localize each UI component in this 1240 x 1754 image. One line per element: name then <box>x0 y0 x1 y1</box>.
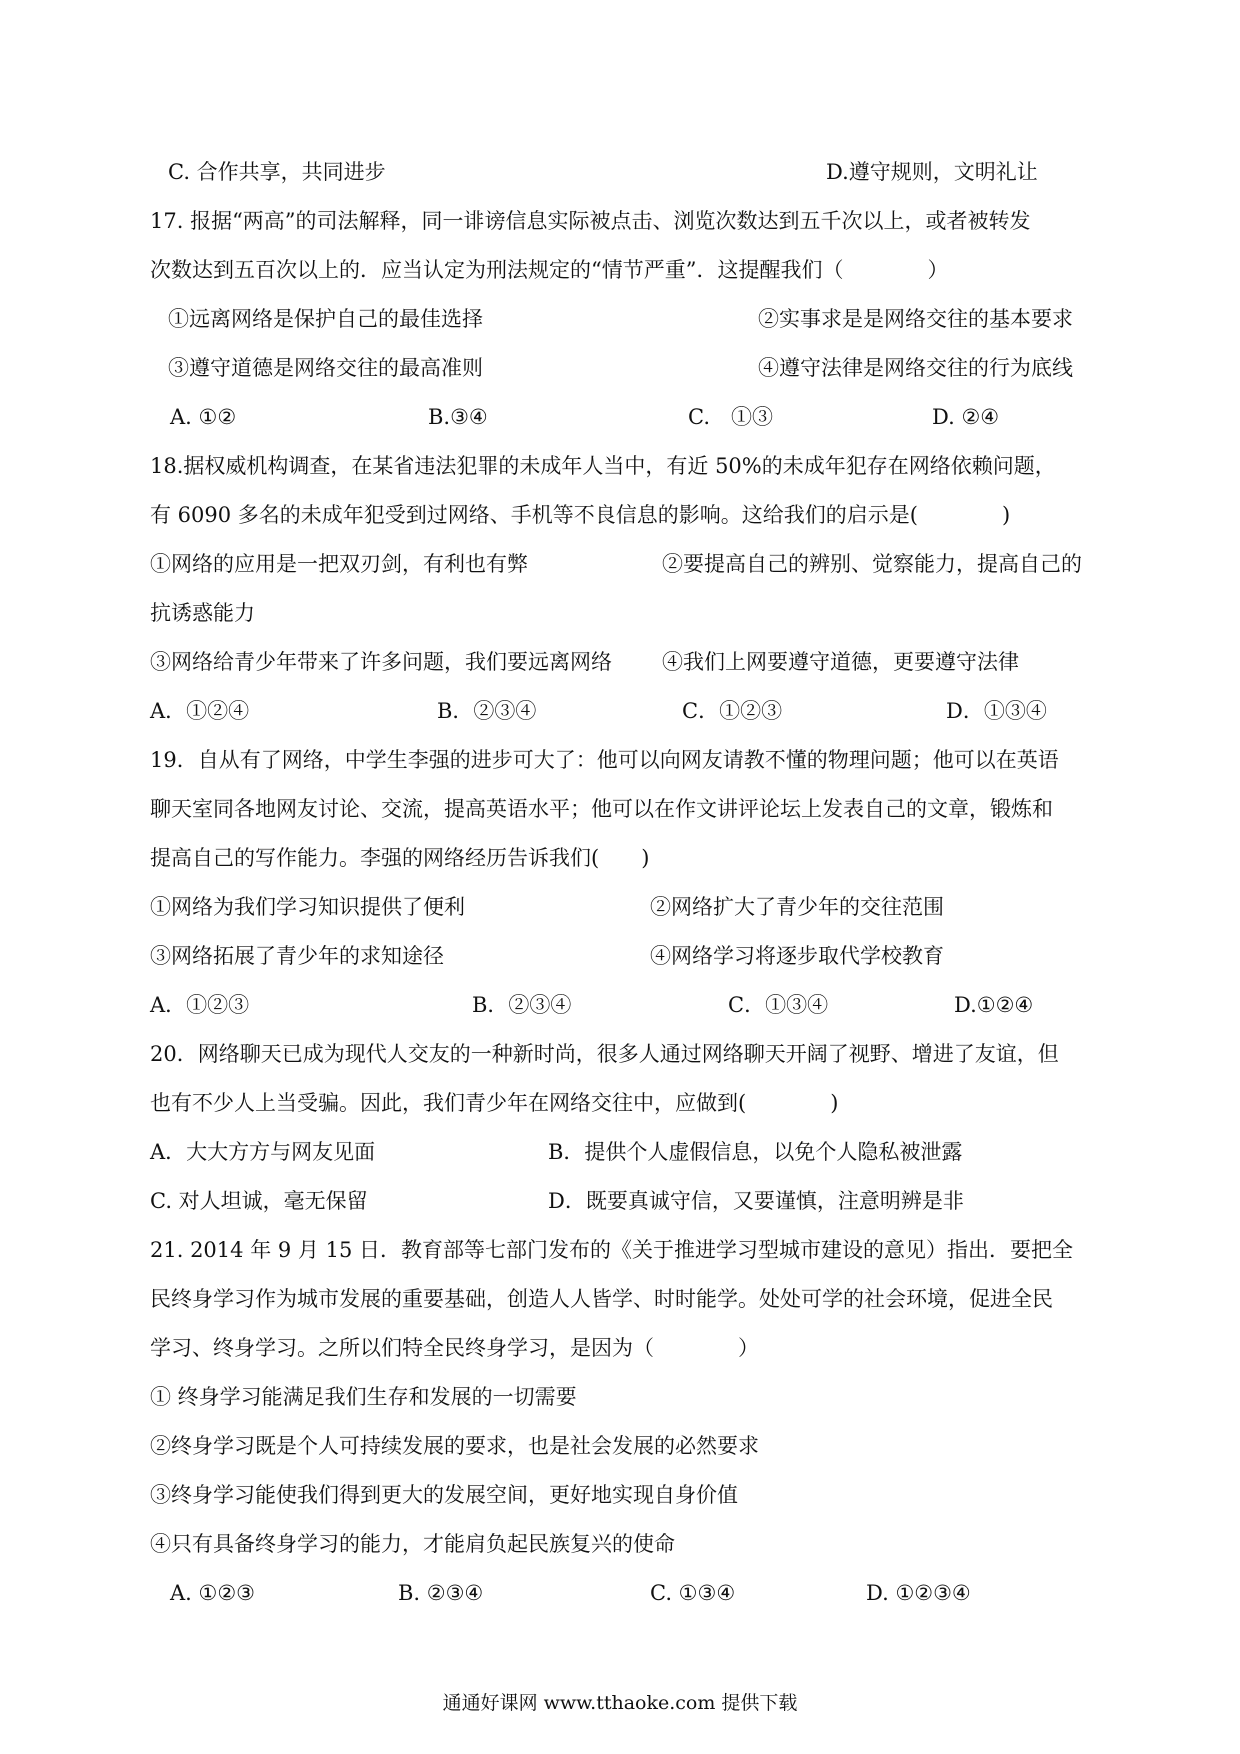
q18-statement-4: ④我们上网要遵守道德，更要遵守法律 <box>662 650 1019 674</box>
q21-statement-1: ① 终身学习能满足我们生存和发展的一切需要 <box>150 1385 577 1409</box>
q17-stem-line-1: 17. 报据“两高”的司法解释，同一诽谤信息实际被点击、浏览次数达到五千次以上，或者被转发 <box>150 209 1031 233</box>
q20-option-d: D．既要真诚守信，又要谨慎，注意明辨是非 <box>548 1189 964 1213</box>
q18-stem-line-1: 18.据权威机构调查，在某省违法犯罪的未成年人当中，有近 50%的未成年犯存在网络依赖问题， <box>150 454 1056 478</box>
q17-statement-1: ①远离网络是保护自己的最佳选择 <box>168 307 483 331</box>
q19-option-c: C．①③④ <box>728 993 829 1017</box>
prev-option-d: D.遵守规则，文明礼让 <box>826 160 1038 184</box>
q19-stem-line-1: 19．自从有了网络，中学生李强的进步可大了：他可以向网友请教不懂的物理问题；他可以在英语 <box>150 748 1059 772</box>
prev-option-c: C. 合作共享，共同进步 <box>168 160 386 184</box>
q19-statement-3: ③网络拓展了青少年的求知途径 <box>150 944 444 968</box>
q17-option-d: D. ②④ <box>932 405 1000 429</box>
q17-statement-3: ③遵守道德是网络交往的最高准则 <box>168 356 483 380</box>
q20-option-b: B．提供个人虚假信息，以免个人隐私被泄露 <box>548 1140 963 1164</box>
q19-statement-1: ①网络为我们学习知识提供了便利 <box>150 895 465 919</box>
q17-statement-4: ④遵守法律是网络交往的行为底线 <box>758 356 1073 380</box>
q19-stem-line-3: 提高自己的写作能力。李强的网络经历告诉我们( ) <box>150 846 650 870</box>
q21-option-d: D. ①②③④ <box>866 1581 971 1605</box>
q21-stem-line-1: 21. 2014 年 9 月 15 日．教育部等七部门发布的《关于推进学习型城市建设的意见）指出．要把全 <box>150 1238 1073 1262</box>
q21-statement-4: ④只有具备终身学习的能力，才能肩负起民族复兴的使命 <box>150 1532 675 1556</box>
q18-option-b: B．②③④ <box>437 699 537 723</box>
q20-stem-line-2: 也有不少人上当受骗。因此，我们青少年在网络交往中，应做到( ) <box>150 1091 839 1115</box>
q18-option-a: A．①②④ <box>150 699 250 723</box>
q21-stem-line-3: 学习、终身学习。之所以们特全民终身学习，是因为（ ） <box>150 1336 759 1360</box>
q17-option-b: B.③④ <box>428 405 488 429</box>
q19-option-b: B．②③④ <box>472 993 572 1017</box>
q19-option-d: D.①②④ <box>954 993 1034 1017</box>
q18-statement-2-continued: 抗诱惑能力 <box>150 601 255 625</box>
q21-option-c: C. ①③④ <box>650 1581 736 1605</box>
q19-statement-4: ④网络学习将逐步取代学校教育 <box>650 944 944 968</box>
q17-stem-line-2: 次数达到五百次以上的．应当认定为刑法规定的“情节严重”．这提醒我们（ ） <box>150 258 949 282</box>
q17-option-c: C. ①③ <box>688 405 773 429</box>
q19-option-a: A．①②③ <box>150 993 250 1017</box>
q21-stem-line-2: 民终身学习作为城市发展的重要基础，创造人人皆学、时时能学。处处可学的社会环境，促进全民 <box>150 1287 1053 1311</box>
q18-statement-3: ③网络给青少年带来了许多问题，我们要远离网络 <box>150 650 612 674</box>
q18-statement-2: ②要提高自己的辨别、觉察能力，提高自己的 <box>662 552 1082 576</box>
page-footer: 通通好课网 www.tthaoke.com 提供下载 <box>442 1692 798 1714</box>
q18-stem-line-2: 有 6090 多名的未成年犯受到过网络、手机等不良信息的影响。这给我们的启示是( ) <box>150 503 1011 527</box>
q20-option-a: A．大大方方与网友见面 <box>150 1140 376 1164</box>
q19-statement-2: ②网络扩大了青少年的交往范围 <box>650 895 944 919</box>
q20-option-c: C. 对人坦诚，毫无保留 <box>150 1189 368 1213</box>
q21-option-b: B. ②③④ <box>398 1581 484 1605</box>
q18-option-d: D．①③④ <box>946 699 1047 723</box>
q21-statement-3: ③终身学习能使我们得到更大的发展空间，更好地实现自身价值 <box>150 1483 738 1507</box>
q17-option-a: A. ①② <box>170 405 237 429</box>
q21-option-a: A. ①②③ <box>170 1581 255 1605</box>
q20-stem-line-1: 20．网络聊天已成为现代人交友的一种新时尚，很多人通过网络聊天开阔了视野、增进了友谊，但 <box>150 1042 1059 1066</box>
q17-statement-2: ②实事求是是网络交往的基本要求 <box>758 307 1073 331</box>
q18-option-c: C．①②③ <box>682 699 783 723</box>
q21-statement-2: ②终身学习既是个人可持续发展的要求，也是社会发展的必然要求 <box>150 1434 759 1458</box>
q18-statement-1: ①网络的应用是一把双刃剑，有利也有弊 <box>150 552 528 576</box>
q19-stem-line-2: 聊天室同各地网友讨论、交流，提高英语水平；他可以在作文讲评论坛上发表自己的文章，锻炼和 <box>150 797 1053 821</box>
